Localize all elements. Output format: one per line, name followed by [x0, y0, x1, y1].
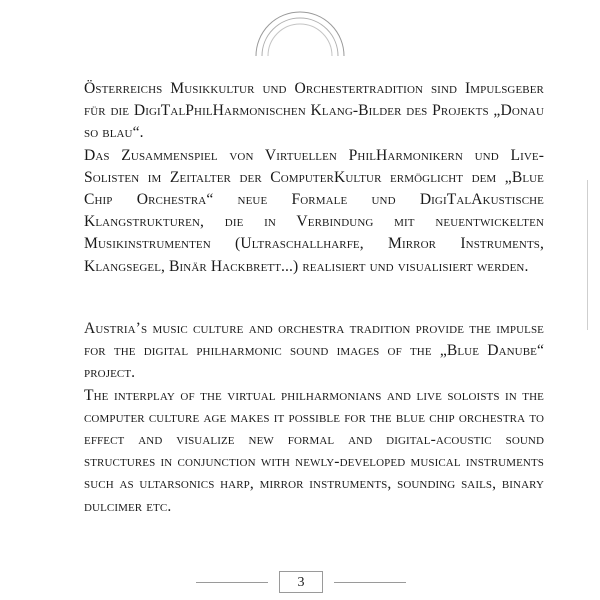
page-number: 3	[279, 571, 323, 593]
german-paragraph-2: Das Zusammenspiel von Virtuellen PhilHarmonikern und Live-Solisten im Zeitalter der ComputerKultur ermöglicht dem „Blue Chip Orchestra“ neue Formale und DigiTalAkustische Klangstrukturen, die in Verbindung mit neuentwickelten Musikinstrumenten (Ultraschallharfe, Mirror Instruments, Klangsegel, Binär Hackbrett...) realisiert und visualisiert werden.	[84, 146, 544, 275]
german-text-block	[84, 78, 544, 278]
english-paragraph-2: The interplay of the virtual philharmonians and live soloists in the computer culture age makes it possible for the blue chip orchestra to effect and visualize new formal and digital-acoustic sound structures in conjunction with newly-developed musical instruments such as ultarsonics harp, mirror instruments, sounding sails, binary dulcimer etc.	[84, 386, 544, 515]
top-arc-ornament	[242, 0, 358, 56]
right-margin-rule	[587, 180, 588, 330]
english-text-block	[84, 318, 544, 518]
english-paragraph-1: Austria’s music culture and orchestra tradition provide the impulse for the digital philharmonic sound images of the „Blue Danube“ project.	[84, 320, 544, 382]
footer-rule-right	[334, 582, 406, 583]
footer-rule-left	[196, 582, 268, 583]
german-paragraph-1: Österreichs Musikkultur und Orchestertradition sind Impulsgeber für die DigiTalPhilHarmonischen Klang-Bilder des Projekts „Donau so blau“.	[84, 80, 544, 142]
